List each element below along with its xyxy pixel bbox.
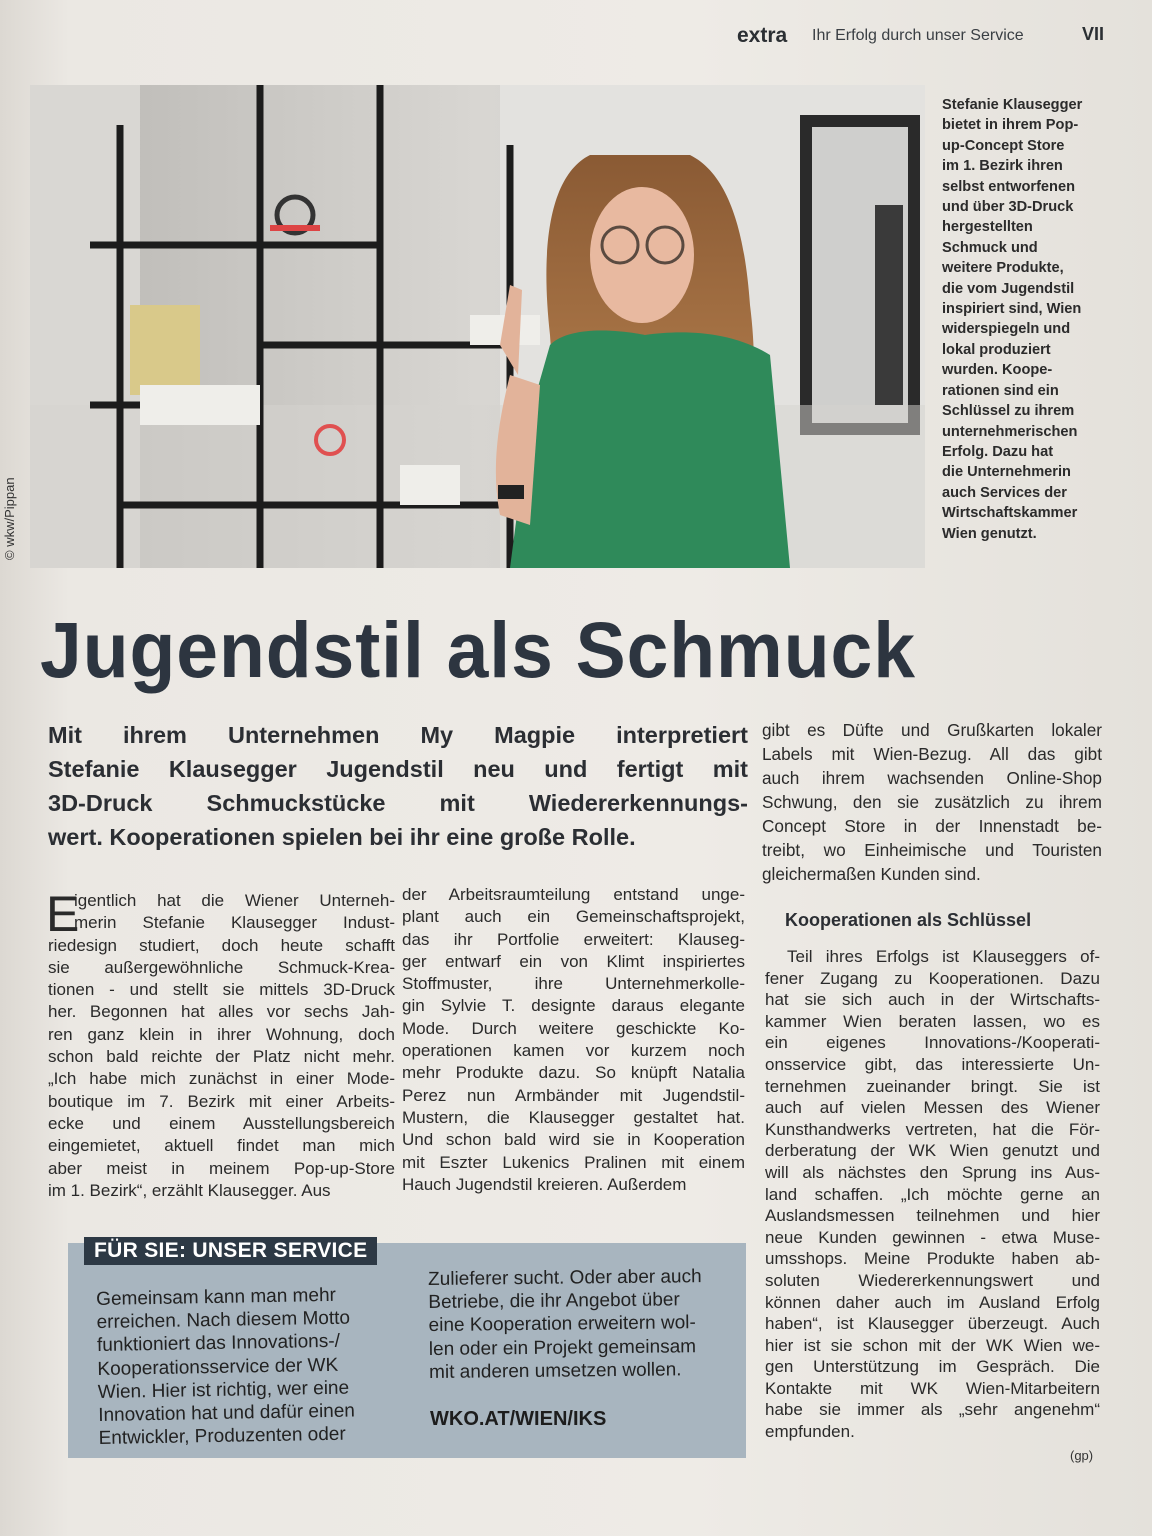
text-line: gin Sylvie T. designte daraus elegante <box>402 996 745 1016</box>
text-line: und über 3D-Druck <box>942 199 1074 216</box>
text-line: igentlich hat die Wiener Unterneh- <box>74 891 395 910</box>
article-column-3-top <box>762 718 1102 886</box>
text-line: tionen - und stellt sie mittels 3D-Druck <box>48 980 395 1000</box>
text-line: die Unternehmerin <box>942 464 1071 481</box>
article-column-1 <box>46 886 395 1202</box>
text-line: das ihr Portfolie erweitert: Klauseg- <box>402 929 745 949</box>
text-line: operationen kamen vor kurzem noch <box>402 1041 745 1061</box>
service-box-column-2 <box>428 1265 729 1384</box>
text-line: Wien genutzt. <box>942 525 1037 542</box>
text-line: schon bald reichte der Platz nicht mehr. <box>48 1047 395 1067</box>
text-line: will als nächstes den Sprung ins Aus- <box>765 1162 1100 1182</box>
text-line: erreichen. Nach diesem Motto <box>96 1307 351 1334</box>
text-line: Gemeinsam kann man mehr <box>96 1284 337 1310</box>
text-line: inspiriert sind, Wien <box>942 301 1082 318</box>
text-line: lokal produziert <box>942 341 1051 358</box>
text-line: ein eigenes Innovations-/Kooperati- <box>765 1033 1100 1053</box>
text-line: kammer Wien beraten lassen, wo es <box>765 1011 1100 1031</box>
text-line: Betriebe, die ihr Angebot über <box>428 1289 680 1314</box>
page-number: VII <box>1082 24 1105 44</box>
text-line: neue Kunden gewinnen - etwa Muse- <box>765 1227 1100 1247</box>
service-box-label: FÜR SIE: UNSER SERVICE <box>84 1237 377 1265</box>
text-line: Zulieferer sucht. Oder aber auch <box>428 1266 702 1290</box>
article-headline: Jugendstil als Schmuck <box>40 605 916 694</box>
text-line: mit Eszter Lukenics Pralinen mit einem <box>402 1152 745 1172</box>
text-line: widerspiegeln und <box>942 321 1071 338</box>
author-initials: (gp) <box>1070 1448 1094 1463</box>
text-line: Mustern, die Klausegger gestaltet hat. <box>402 1107 745 1127</box>
text-line: plant auch ein Gemeinschaftsprojekt, <box>402 907 745 927</box>
text-line: Stefanie Klausegger <box>942 97 1083 113</box>
text-line: fener Zugang zu Kooperationen. Dazu <box>765 968 1100 988</box>
text-line: Stefanie Klausegger Jugendstil neu und fertigt mit <box>48 756 748 782</box>
text-line: onsservice gibt, das interessierte Un- <box>765 1054 1100 1074</box>
article-column-3 <box>765 946 1100 1443</box>
text-line: eingemietet, aktuell findet man mich <box>48 1136 395 1156</box>
text-line: Erfolg. Dazu hat <box>942 443 1054 460</box>
text-line: Auslandsmessen teilnehmen und hier <box>765 1206 1100 1226</box>
service-link[interactable]: WKO.AT/WIEN/IKS <box>430 1408 607 1430</box>
text-line: ternehmen zueinander bringt. Sie ist <box>765 1076 1100 1096</box>
text-line: Schwung, den sie zusätzlich zu ihrem <box>762 792 1102 812</box>
text-line: empfunden. <box>765 1422 855 1442</box>
text-line: derberatung der WK Wien genutzt und <box>765 1141 1100 1161</box>
article-photo <box>30 85 925 568</box>
text-line: riedesign studiert, doch heute schafft <box>48 935 395 955</box>
subheading: Kooperationen als Schlüssel <box>785 910 1032 930</box>
text-line: aber meist in meinem Pop-up-Store <box>48 1158 395 1178</box>
text-line: können daher auch im Ausland Erfolg <box>765 1292 1100 1312</box>
text-line: im 1. Bezirk“, erzählt Klausegger. Aus <box>48 1180 331 1200</box>
text-line: Kooperationsservice der WK <box>97 1354 339 1380</box>
text-line: Und schon bald wird sie in Kooperation <box>402 1130 745 1150</box>
text-line: rationen sind ein <box>942 382 1059 399</box>
text-line: selbst entworfenen <box>942 178 1075 195</box>
text-line: hier ist sie schon mit der WK Wien we- <box>765 1335 1100 1355</box>
text-line: im 1. Bezirk ihren <box>942 158 1063 175</box>
text-line: haben“, ist Klausegger überzeugt. Auch <box>765 1314 1100 1334</box>
text-line: Schmuck und <box>942 239 1038 256</box>
text-line: ren ganz klein in ihrer Wohnung, doch <box>48 1024 395 1044</box>
text-line: umsshops. Meine Produkte haben ab- <box>765 1249 1100 1269</box>
drop-cap: E <box>46 886 80 942</box>
text-line: up-Concept Store <box>942 137 1065 154</box>
section-subtitle: Ihr Erfolg durch unser Service <box>812 27 1024 44</box>
text-line: Wien. Hier ist richtig, wer eine <box>97 1377 350 1403</box>
text-line: len oder ein Projekt gemeinsam <box>428 1335 697 1360</box>
text-line: Concept Store in der Innenstadt be- <box>762 816 1102 836</box>
text-line: merin Stefanie Klausegger Indust- <box>74 913 395 933</box>
text-line: wurden. Koope- <box>942 362 1053 379</box>
text-line: auch Services der <box>942 484 1067 501</box>
text-line: treibt, wo Einheimische und Touristen <box>762 840 1102 860</box>
text-line: her. Begonnen hat alles vor sechs Jah- <box>48 1002 395 1022</box>
text-line: sie außergewöhnliche Schmuck-Krea- <box>48 957 395 977</box>
text-line: funktioniert das Innovations-/ <box>96 1331 341 1357</box>
text-line: ger entwarf ein von Klimt inspiriertes <box>402 951 745 971</box>
article-column-2 <box>402 884 745 1196</box>
text-line: habe sie immer als „sehr angenehm“ <box>765 1400 1100 1420</box>
text-line: soluten Wiedererkennungswert und <box>765 1270 1100 1290</box>
text-line: „Ich habe mich zunächst in einer Mode- <box>48 1069 395 1089</box>
text-line: die vom Jugendstil <box>942 280 1075 297</box>
text-line: auch ihrem wachsenden Online-Shop <box>762 768 1102 788</box>
text-line: Perez nun Armbänder mit Jugendstil- <box>402 1085 745 1105</box>
text-line: boutique im 7. Bezirk mit einer Arbeits- <box>48 1091 395 1111</box>
service-box-column-1 <box>96 1283 399 1451</box>
text-line: Hauch Jugendstil kreieren. Außerdem <box>402 1174 687 1194</box>
photo-credit: © wkw/Pippan <box>2 477 17 560</box>
text-line: Mode. Durch weitere geschickte Ko- <box>402 1018 745 1038</box>
column-1-text <box>46 886 395 1202</box>
text-line: unternehmerischen <box>942 423 1078 440</box>
text-line: Wirtschaftskammer <box>942 505 1078 522</box>
text-line: Mit ihrem Unternehmen My Magpie interpretiert <box>48 722 748 748</box>
text-line: hergestellten <box>942 219 1033 236</box>
text-line: weitere Produkte, <box>942 260 1064 277</box>
text-line: Entwickler, Produzenten oder <box>98 1423 346 1450</box>
text-line: Kunsthandwerks vertreten, hat die För- <box>765 1119 1100 1139</box>
section-label: extra <box>737 24 788 47</box>
text-line: Labels mit Wien-Bezug. All das gibt <box>762 744 1102 764</box>
text-line: gen Unterstützung im Gespräch. Die <box>765 1357 1100 1377</box>
text-line: mehr Produkte dazu. So knüpft Natalia <box>402 1063 745 1083</box>
text-line: bietet in ihrem Pop- <box>942 117 1079 134</box>
text-line: Schlüssel zu ihrem <box>942 403 1075 420</box>
text-line: Innovation hat und dafür einen <box>98 1400 356 1426</box>
text-line: eine Kooperation erweitern wol- <box>428 1312 696 1337</box>
text-line: land schaffen. „Ich möchte gerne an <box>765 1184 1100 1204</box>
text-line: Kontakte mit WK Wien-Mitarbeitern <box>765 1378 1100 1398</box>
text-line: ecke und einem Ausstellungsbereich <box>48 1113 395 1133</box>
text-line: hat sie sich auch in der Wirtschafts- <box>765 990 1100 1010</box>
text-line: der Arbeitsraumteilung entstand unge- <box>402 885 745 904</box>
text-line: wert. Kooperationen spielen bei ihr eine große Rolle. <box>48 824 636 850</box>
text-line: Teil ihres Erfolgs ist Klauseggers of- <box>787 947 1100 966</box>
photo-caption <box>942 95 1117 544</box>
text-line: gibt es Düfte und Grußkarten lokaler <box>762 720 1102 740</box>
text-line: gleichermaßen Kunden sind. <box>762 864 981 884</box>
text-line: Stoffmuster, ihre Unternehmerkolle- <box>402 974 745 994</box>
text-line: 3D-Druck Schmuckstücke mit Wiedererkennungs- <box>48 790 748 816</box>
text-line: mit anderen umsetzen wollen. <box>428 1359 682 1383</box>
article-lead <box>48 718 748 854</box>
text-line: auch auf vielen Messen des Wiener <box>765 1098 1100 1118</box>
